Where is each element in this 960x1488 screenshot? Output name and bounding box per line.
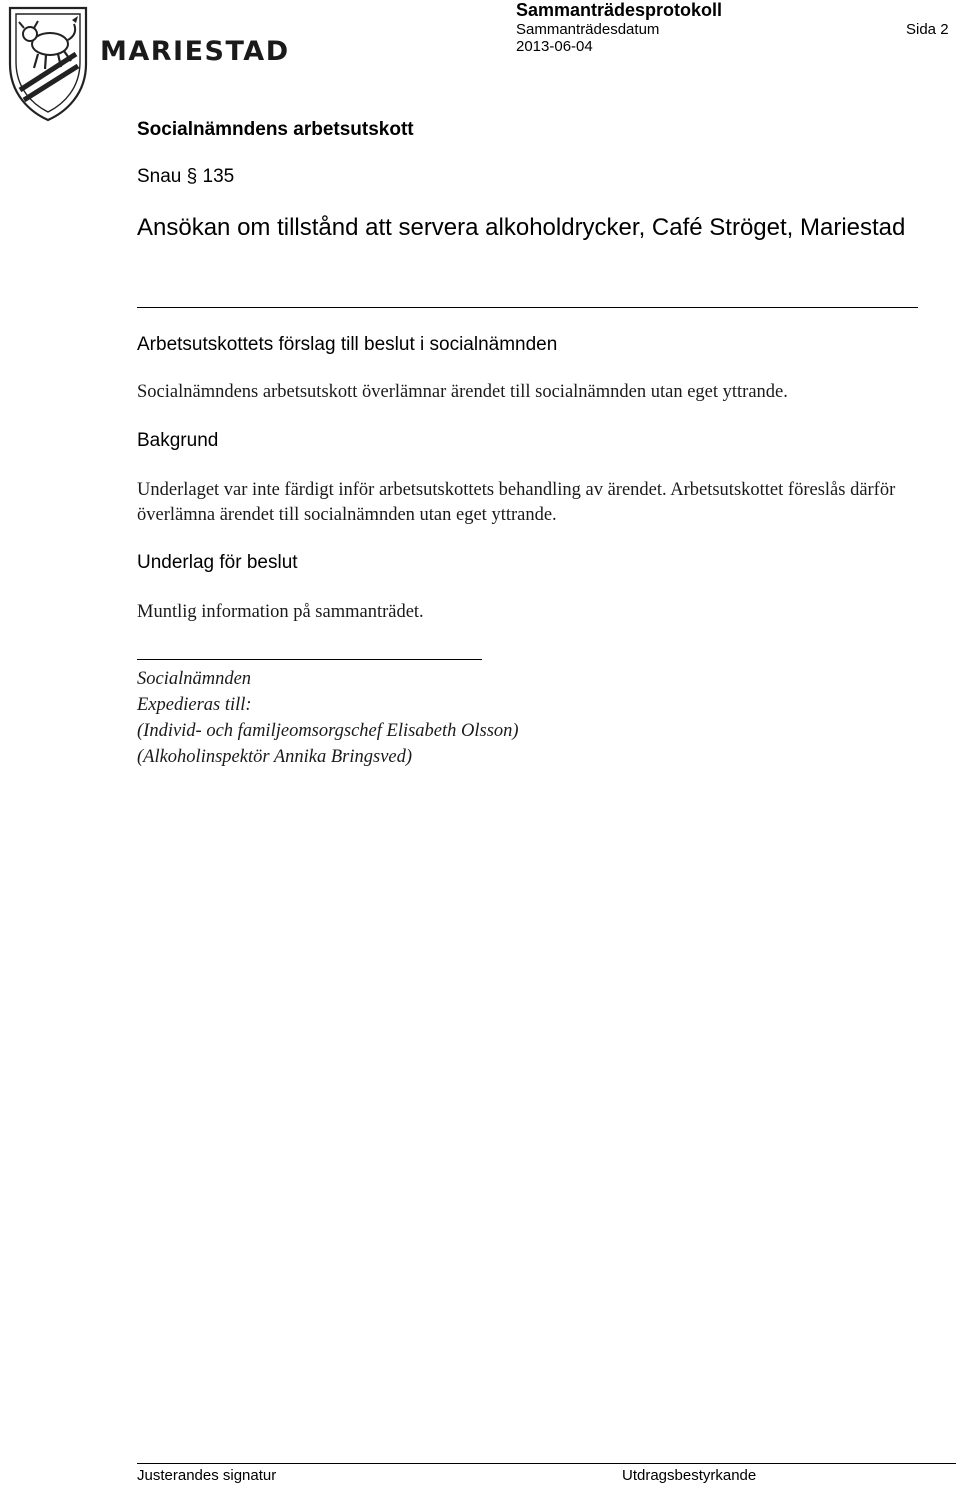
distribution-list	[137, 666, 519, 770]
coat-of-arms-icon	[6, 4, 90, 122]
page-number: Sida 2	[906, 21, 949, 38]
committee-name: Socialnämndens arbetsutskott	[137, 119, 414, 140]
distribution-item: (Individ- och familjeomsorgschef Elisabeth Olsson)	[137, 721, 519, 741]
logo-wordmark: MARIESTAD	[100, 36, 290, 67]
proposal-text: Socialnämndens arbetsutskott överlämnar ärendet till socialnämnden utan eget yttrande.	[137, 382, 788, 402]
footer-divider	[137, 1463, 956, 1464]
background-heading: Bakgrund	[137, 430, 219, 451]
proposal-heading: Arbetsutskottets förslag till beslut i socialnämnden	[137, 334, 558, 355]
distribution-item: (Alkoholinspektör Annika Bringsved)	[137, 747, 413, 767]
distribution-divider	[137, 659, 482, 660]
paragraph-number: Snau § 135	[137, 166, 235, 187]
meeting-date-label: Sammanträdesdatum	[516, 21, 660, 38]
meeting-date: 2013-06-04	[516, 38, 593, 55]
matter-title: Ansökan om tillstånd att servera alkoholdrycker, Café Ströget, Mariestad	[137, 214, 906, 241]
basis-text: Muntlig information på sammanträdet.	[137, 602, 424, 622]
basis-heading: Underlag för beslut	[137, 552, 298, 573]
background-text: Underlaget var inte färdigt inför arbetsutskottets behandling av ärendet. Arbetsutskottet föreslås därför överlämna ärendet till socialnämnden utan eget yttrande.	[137, 480, 896, 525]
distribution-item: Expedieras till:	[137, 695, 252, 715]
footer-signature-label: Justerandes signatur	[137, 1467, 277, 1484]
document-type-title: Sammanträdesprotokoll	[516, 0, 723, 20]
footer-certification-label: Utdragsbestyrkande	[622, 1467, 757, 1484]
title-divider	[137, 307, 918, 308]
distribution-item: Socialnämnden	[137, 669, 252, 689]
